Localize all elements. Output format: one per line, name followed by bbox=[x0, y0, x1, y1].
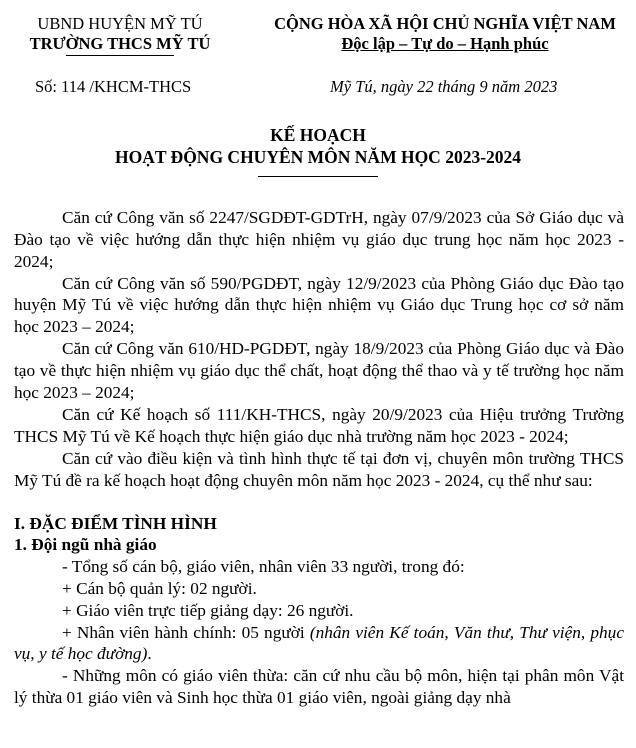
staff-management: + Cán bộ quản lý: 02 người. bbox=[62, 578, 257, 598]
basis-paragraph-3: Căn cứ Công văn 610/HD-PGDĐT, ngày 18/9/2023 của Phòng Giáo dục và Đào tạo về thực hiện nhiệm vụ giáo dục thể chất, hoạt động thể thao và y tế trường học năm học 2023 – 2024; bbox=[14, 339, 624, 402]
staff-total: - Tổng số cán bộ, giáo viên, nhân viên 33 người, trong đó: bbox=[62, 557, 465, 577]
document-title bbox=[0, 124, 636, 168]
nation-block bbox=[260, 14, 630, 54]
basis-paragraph-1: Căn cứ Công văn số 2247/SGDĐT-GDTrH, ngày 07/9/2023 của Sở Giáo dục và Đào tạo về việc hướng dẫn thực hiện nhiệm vụ giáo dục trung học năm học 2023 - 2024; bbox=[14, 208, 624, 271]
document-number: Số: 114 /KHCM-THCS bbox=[35, 77, 192, 96]
staff-admin-note: (nhân viên Kế toán, Văn thư, Thư viện, phục vụ, y tế học đường) bbox=[14, 622, 624, 664]
surplus-teachers: - Những môn có giáo viên thừa: căn cứ nhu cầu bộ môn, hiện tại phân môn Vật lý thừa 01 giáo viên và Sinh học thừa 01 giáo viên, ngoài giảng dạy nhà bbox=[14, 666, 624, 707]
section-1-heading: I. ĐẶC ĐIỂM TÌNH HÌNH bbox=[14, 513, 217, 533]
staff-admin-suffix: . bbox=[147, 644, 152, 664]
place-date: Mỹ Tú, ngày 22 tháng 9 năm 2023 bbox=[330, 77, 558, 96]
staff-admin-text: + Nhân viên hành chính: 05 người bbox=[62, 622, 305, 642]
org-block bbox=[14, 14, 226, 54]
staff-teachers: + Giáo viên trực tiếp giảng dạy: 26 người. bbox=[62, 600, 354, 620]
basis-paragraph-5: Căn cứ vào điều kiện và tình hình thực tế tại đơn vị, chuyên môn trường THCS Mỹ Tú đề ra kế hoạch hoạt động chuyên môn năm học 2023 - 2024, cụ thể như sau: bbox=[14, 448, 624, 490]
org-line-2: TRƯỜNG THCS MỸ TÚ bbox=[29, 34, 211, 53]
title-line-1: KẾ HOẠCH bbox=[270, 125, 366, 145]
nation-motto: Độc lập – Tự do – Hạnh phúc bbox=[341, 34, 549, 53]
org-line-1: UBND HUYỆN MỸ TÚ bbox=[37, 14, 203, 33]
title-line-2: HOẠT ĐỘNG CHUYÊN MÔN NĂM HỌC 2023-2024 bbox=[114, 147, 522, 167]
org-underline bbox=[66, 55, 174, 56]
subsection-1-heading: 1. Đội ngũ nhà giáo bbox=[14, 535, 157, 555]
document-body bbox=[14, 207, 624, 709]
nation-line-1: CỘNG HÒA XÃ HỘI CHỦ NGHĨA VIỆT NAM bbox=[274, 14, 616, 33]
basis-paragraph-2: Căn cứ Công văn số 590/PGDĐT, ngày 12/9/2023 của Phòng Giáo dục Đào tạo huyện Mỹ Tú về việc hướng dẫn thực hiện nhiệm vụ Giáo dục Trung học cơ sở năm học 2023 – 2024; bbox=[14, 273, 624, 337]
basis-paragraph-4: Căn cứ Kế hoạch số 111/KH-THCS, ngày 20/9/2023 của Hiệu trưởng Trường THCS Mỹ Tú về Kế hoạch thực hiện giáo dục nhà trường năm học 2023 - 2024; bbox=[14, 405, 624, 446]
title-underline bbox=[258, 176, 378, 177]
staff-admin bbox=[14, 622, 624, 666]
